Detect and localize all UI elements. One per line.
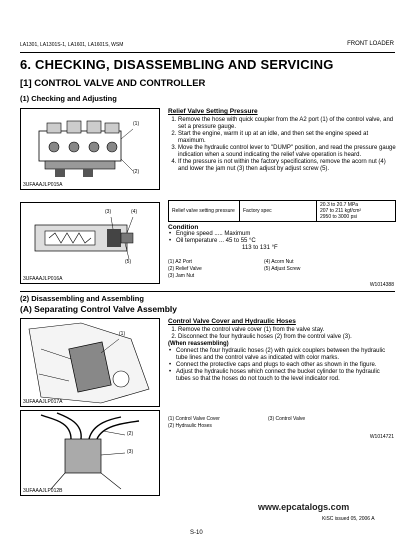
spec-value-mpa: 20.3 to 20.7 MPa xyxy=(320,202,359,208)
cover-title: Control Valve Cover and Hydraulic Hoses xyxy=(168,318,296,325)
condition-oil: • Oil temperature ... 45 to 55 °C xyxy=(176,238,396,245)
figure-caption: 3UFAAAJLP012B xyxy=(23,488,63,494)
cover-step-1: 1. Remove the control valve cover (1) from the valve stay. xyxy=(178,327,396,334)
relief-legend xyxy=(168,259,396,279)
condition-extra: 113 to 131 °F xyxy=(242,245,278,251)
spec-values xyxy=(317,201,396,222)
cover-step-2: 2. Disconnect the four hydraulic hoses (2) from the control valve (3). xyxy=(178,334,396,341)
legend-jam-nut: (3) Jam Nut xyxy=(168,273,195,279)
issue-note: KiSC issued 05, 2006 A xyxy=(322,516,375,522)
relief-title: Relief Valve Setting Pressure xyxy=(168,108,258,115)
spec-type: Factory spec xyxy=(240,201,317,222)
callout-3: (3) xyxy=(105,209,112,215)
subsection-disassembling: (2) Disassembling and Assembling xyxy=(20,294,144,303)
legend-relief-valve: (2) Relief Valve xyxy=(168,266,202,272)
legend-empty xyxy=(268,423,388,429)
callout-hoses-2: (2) xyxy=(127,431,134,437)
spec-table xyxy=(168,200,396,222)
header-model: LA1301, LA1301S-1, LA1601, LA1601S, WSM xyxy=(20,42,124,48)
subsection-separating: (A) Separating Control Valve Assembly xyxy=(20,304,177,314)
relief-step-4: 4. If the pressure is not within the factory specifications, remove the acorn nut (4) and lower the jam nut (3) then adjust by adjust screw (5). xyxy=(178,159,396,173)
callout-1: (1) xyxy=(133,121,140,127)
spec-value-psi: 2950 to 3000 psi xyxy=(320,214,357,220)
cover-legend xyxy=(168,416,396,429)
legend-control-valve: (3) Control Valve xyxy=(268,416,306,422)
section-heading: [1] CONTROL VALVE AND CONTROLLER xyxy=(20,78,206,89)
reassembly-bullet-3: • Adjust the hydraulic hoses which connect the bucket cylinder to the hydraulic tubes so that the hoses do not touch to the level indicator rod. xyxy=(176,369,396,383)
valve-cover-drawing xyxy=(21,319,159,406)
relief-step-2: 2. Start the engine, warm it up at an idle, and then set the engine speed at maximum. xyxy=(178,131,396,145)
relief-valve-drawing xyxy=(21,203,159,283)
figure-control-valve-ports xyxy=(20,108,160,190)
relief-step-1: 1. Remove the hose with quick coupler from the A2 port (1) of the control valve, and set a pressure gauge. xyxy=(178,117,396,131)
relief-step-3: 3. Move the hydraulic control lever to "DUMP" position, and read the pressure gauge indication when a sound indicating the relief valve operation is heard. xyxy=(178,145,396,159)
figure-hydraulic-hoses xyxy=(20,410,160,496)
condition-engine: • Engine speed ..... Maximum xyxy=(176,231,396,238)
ref-code: W1014721 xyxy=(369,434,394,440)
callout-2: (2) xyxy=(133,169,140,175)
condition-title: Condition xyxy=(168,224,199,231)
legend-acorn-nut: (4) Acorn Nut xyxy=(264,259,294,265)
spec-label: Relief valve setting pressure xyxy=(169,201,240,222)
page-title: 6. CHECKING, DISASSEMBLING AND SERVICING xyxy=(20,57,334,72)
relief-valve-procedure xyxy=(168,108,396,173)
legend-empty xyxy=(264,273,384,279)
figure-caption: 3UFAAAJLP015A xyxy=(23,182,63,188)
legend-a2-port: (1) A2 Port xyxy=(168,259,192,265)
cover-procedure xyxy=(168,318,396,383)
legend-adjust-screw: (5) Adjust Screw xyxy=(264,266,301,272)
watermark: www.epcatalogs.com xyxy=(258,502,350,512)
figure-relief-valve-section xyxy=(20,202,160,284)
spec-value-kgf: 207 to 211 kgf/cm² xyxy=(320,208,362,214)
legend-valve-cover: (1) Control Valve Cover xyxy=(168,416,220,422)
reassembling-heading: (When reassembling) xyxy=(168,341,229,347)
callout-valve-3: (3) xyxy=(127,449,134,455)
figure-caption: 3UFAAAJLP016A xyxy=(23,276,63,282)
reassembly-bullet-1: • Connect the four hydraulic hoses (2) with quick couplers between the hydraulic tube lines and the control valve as indicated with color marks. xyxy=(176,348,396,362)
figure-caption: 3UFAAAJLP017A xyxy=(23,399,63,405)
callout-5: (5) xyxy=(125,259,132,265)
page-number: S-10 xyxy=(190,530,203,536)
callout-4: (4) xyxy=(131,209,138,215)
header-section: FRONT LOADER xyxy=(347,41,394,47)
condition-block xyxy=(168,224,396,252)
callout-cover-1: (1) xyxy=(119,331,126,337)
ref-code: W1014388 xyxy=(369,282,394,288)
legend-hydraulic-hoses: (2) Hydraulic Hoses xyxy=(168,423,212,429)
header-rule xyxy=(20,52,395,53)
subsection-checking: (1) Checking and Adjusting xyxy=(20,94,117,103)
figure-valve-cover xyxy=(20,318,160,407)
reassembly-bullet-2: • Connect the protective caps and plugs to each other as shown in the figure. xyxy=(176,362,396,369)
hydraulic-hoses-drawing xyxy=(21,411,159,495)
section-rule xyxy=(20,291,395,292)
